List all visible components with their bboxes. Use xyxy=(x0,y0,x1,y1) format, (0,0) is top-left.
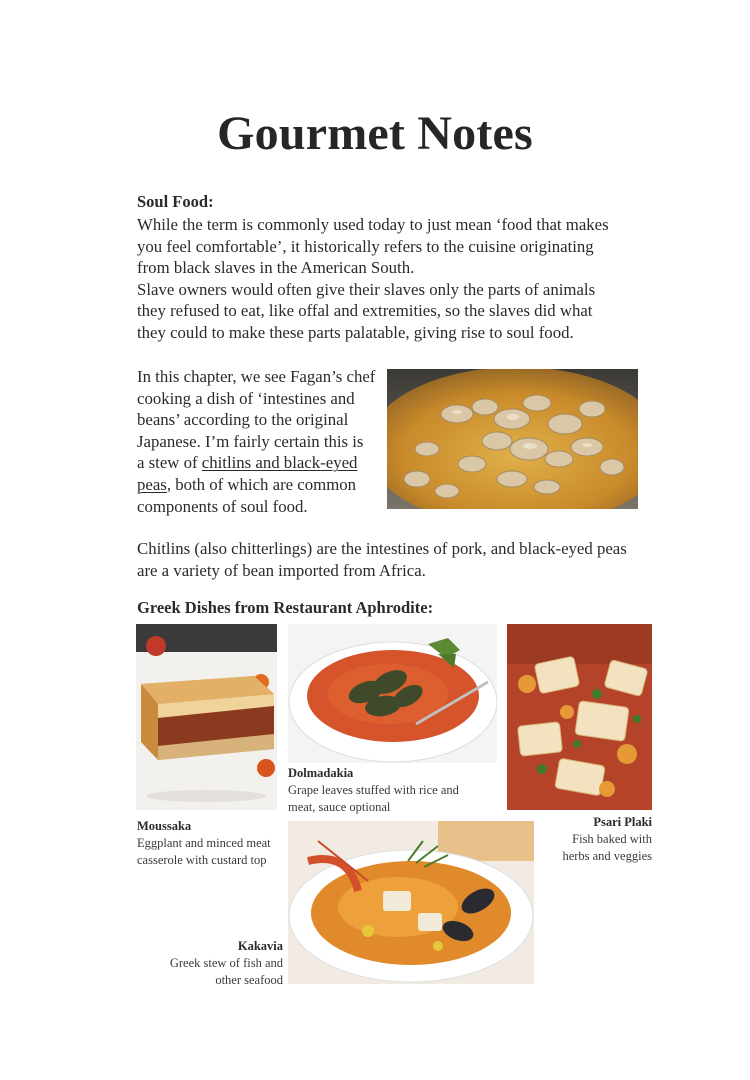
soul-food-paragraph-3 xyxy=(137,538,627,581)
paragraph-line: you feel comfortable’, it historically refers to the cuisine originating xyxy=(137,236,594,256)
kakavia-photo xyxy=(288,821,534,984)
dish-description-line: Greek stew of fish and xyxy=(169,955,283,970)
moussaka-photo xyxy=(136,624,277,810)
moussaka-caption xyxy=(137,818,271,868)
greek-dishes-heading: Greek Dishes from Restaurant Aphrodite: xyxy=(137,598,434,617)
paragraph-line: they refused to eat, like offal and extremities, so the slaves did what xyxy=(137,301,593,321)
dish-description-line: meat, sauce optional xyxy=(288,799,391,814)
dish-name: Kakavia xyxy=(237,939,283,953)
psari-plaki-caption xyxy=(540,814,652,864)
paragraph-line: Chitlins (also chitterlings) are the intestines of pork, and black-eyed peas xyxy=(137,539,627,558)
dish-name: Moussaka xyxy=(137,819,192,833)
soul-food-heading: Soul Food: xyxy=(137,192,214,211)
paragraph-line: cooking a dish of ‘intestines and xyxy=(137,388,355,408)
paragraph-line: In this chapter, we see Fagan’s chef xyxy=(137,367,376,386)
dolmadakia-caption xyxy=(288,765,459,815)
line-suffix: , both of which are common xyxy=(166,474,357,494)
chitlins-link[interactable]: chitlins and black-eyed xyxy=(201,453,358,473)
line-prefix: a stew of xyxy=(137,453,202,473)
paragraph-line xyxy=(137,474,375,496)
dish-description-line: casserole with custard top xyxy=(137,852,267,867)
paragraph-line: Slave owners would often give their slaves only the parts of animals xyxy=(137,279,596,299)
dish-name: Psari Plaki xyxy=(593,815,652,829)
dish-description-line: Fish baked with xyxy=(572,831,652,846)
kakavia-caption xyxy=(150,938,283,988)
paragraph-line: components of soul food. xyxy=(137,496,308,516)
dish-name: Dolmadakia xyxy=(288,766,354,780)
dish-description-line: Grape leaves stuffed with rice and xyxy=(288,782,459,797)
soul-food-paragraph-1 xyxy=(137,214,609,344)
dolmadakia-photo xyxy=(288,624,497,763)
soul-food-paragraph-2 xyxy=(137,366,375,517)
paragraph-line: beans’ according to the original xyxy=(137,410,349,430)
paragraph-line: they could to make these parts palatable, giving rise to soul food. xyxy=(137,322,574,342)
dish-description-line: herbs and veggies xyxy=(562,848,652,863)
dish-description-line: other seafood xyxy=(215,972,283,987)
paragraph-line: While the term is commonly used today to just mean ‘food that makes xyxy=(137,215,609,234)
paragraph-line xyxy=(137,452,375,474)
peas-link[interactable]: peas xyxy=(137,474,167,494)
paragraph-line: Japanese. I’m fairly certain this is xyxy=(137,431,364,451)
page-title: Gourmet Notes xyxy=(217,107,533,160)
paragraph-line: from black slaves in the American South. xyxy=(137,258,415,278)
chitlins-stew-photo xyxy=(387,369,638,509)
psari-plaki-photo xyxy=(507,624,652,810)
dish-description-line: Eggplant and minced meat xyxy=(137,835,271,850)
paragraph-line: are a variety of bean imported from Africa. xyxy=(137,560,426,580)
